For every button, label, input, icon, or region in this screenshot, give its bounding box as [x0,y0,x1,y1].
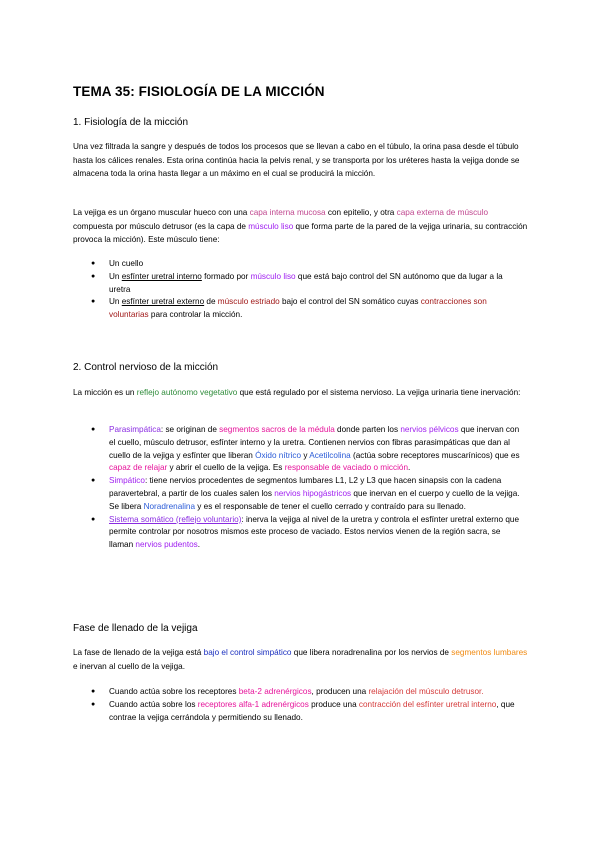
bullet-icon: ● [91,515,96,523]
muscle-list [91,258,521,322]
paragraph-miccion: La micción es un reflejo autónomo vegetativo que está regulado por el sistema nervioso. La vejiga urinaria tiene inervación: [73,388,521,397]
section-heading-3: Fase de llenado de la vejiga [73,623,198,634]
bullet-icon: ● [91,477,96,485]
bullet-icon: ● [91,298,96,306]
bullet-icon: ● [91,272,96,280]
list-item: ● Un cuello [91,258,521,271]
page-title: TEMA 35: FISIOLOGÍA DE LA MICCIÓN [73,84,325,99]
list-item: ● Cuando actúa sobre los receptores beta-2 adrenérgicos, producen una relajación del músculo detrusor. [91,686,521,699]
list-item: ● Parasimpática: se originan de segmentos sacros de la médula donde parten los nervios pélvicos que inervan con el cuello, músculo detrusor, esfínter interno y la uretra. Contienen nervios con fibras parasimpáticas que dan al cuello de la vejiga y esfínter que liberan Óxido nítrico y Acetilcolina (actúa sobre receptores muscarínicos) que es capaz de relajar y abrir el cuello de la vejiga. Es responsable de vaciado o micción. [91,425,520,473]
paragraph-vejiga: La vejiga es un órgano muscular hueco con una capa interna mucosa con epitelio, y otra capa externa de músculo compuesta por músculo detrusor (es la capa de músculo liso que forma parte de la pared de la vejiga urinaria, su contracción provoca la micción). Este músculo tiene: [73,208,528,244]
bullet-icon: ● [91,700,96,708]
section-heading-1: 1. Fisiología de la micción [73,117,189,128]
receptor-list [91,686,521,724]
paragraph-intro: Una vez filtrada la sangre y después de todos los procesos que se llevan a cabo en el túbulo, la orina pasa desde el túbulo hasta los cálices renales. Esta orina continúa hacia la pelvis renal, y se transporta por los uréteres hasta la vejiga donde se almacena toda la orina hasta llegar a un máximo en el cual se producirá la micción. [73,142,520,178]
section-heading-2: 2. Control nervioso de la micción [73,362,219,373]
list-item: ● Cuando actúa sobre los receptores alfa-1 adrenérgicos produce una contracción del esfínter uretral interno, que contrae la vejiga cerrándola y permitiendo su llenado. [91,699,515,722]
list-item: ● Un esfínter uretral interno formado por músculo liso que está bajo control del SN autónomo que da lugar a la uretra [91,271,503,294]
list-item: ● Simpático: tiene nervios procedentes de segmentos lumbares L1, L2 y L3 que hacen sinapsis con la cadena paravertebral, a partir de los cuales salen los nervios hipogástricos que inervan en el cuerpo y cuello de la vejiga. Se libera Noradrenalina y es el responsable de tener el cuello cerrado y contraído para su llenado. [91,476,520,511]
paragraph-llenado: La fase de llenado de la vejiga está bajo el control simpático que libera noradrenalina por los nervios de segmentos lumbares e inervan al cuello de la vejiga. [73,648,528,671]
innervation-list [91,424,521,552]
bullet-icon: ● [91,426,96,433]
list-item: ● Un esfínter uretral externo de músculo estriado bajo el control del SN somático cuyas contracciones son voluntarias para controlar la micción. [91,297,487,320]
bullet-icon: ● [91,260,96,267]
bullet-icon: ● [91,688,96,695]
list-item: ● Sistema somático (reflejo voluntario): inerva la vejiga al nivel de la uretra y controla el esfínter uretral externo que permite controlar por nosotros mismos este proceso de vaciado. Estos nervios vienen de la región sacra, se llaman nervios pudentos. [91,514,520,550]
